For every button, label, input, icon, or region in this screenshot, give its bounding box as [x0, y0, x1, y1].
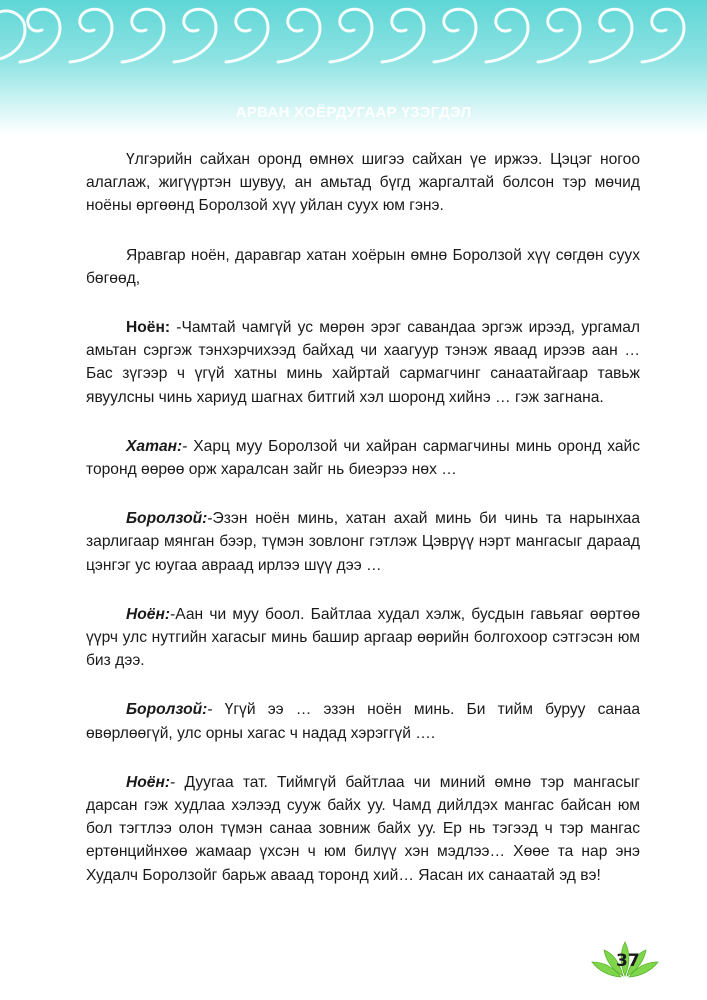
speaker-label: Боролзой:: [126, 510, 208, 528]
wave-ornament: [0, 0, 707, 70]
paragraph: [86, 435, 640, 481]
paragraph: [86, 771, 640, 887]
paragraph: [86, 507, 640, 577]
paragraph-text: Яравгар ноён, даравгар хатан хоёрын өмнө Боролзой хүү сөгдөн суух бөгөөд,: [86, 246, 640, 287]
paragraph-text: Үлгэрийн сайхан оронд өмнөх шигээ сайхан үе иржээ. Цэцэг ногоо алаглаж, жигүүртэн шувуу, ан амьтад бүгд жаргалтай болсон тэр мөчид ноёны өргөөнд Боролзой хүү уйлан суух юм гэнэ.: [86, 151, 640, 215]
speaker-label: Ноён:: [126, 773, 171, 791]
paragraph-text: -Аан чи муу боол. Байтлаа худал хэлж, бусдын гавьяаг өөртөө үүрч улс нутгийн хагасыг минь башир аргаар өөрийн болгохоор сэтгэсэн юм биз дээ.: [86, 605, 640, 670]
speaker-label: Ноён:: [126, 605, 171, 623]
paragraph-text: - Үгүй ээ … эзэн ноён минь. Би тийм буруу санаа өвөрлөөгүй, улс орны хагас ч надад хэрэггүй ….: [86, 701, 640, 742]
page-number: 37: [616, 951, 640, 971]
paragraph-text: - Харц муу Боролзой чи хайран сармагчины минь оронд хайс торонд өөрөө орж харалсан зайг нь биеэрээ нөх …: [86, 437, 640, 479]
paragraph: [86, 148, 640, 218]
speaker-label: Хатан:: [126, 437, 183, 455]
speaker-label: Боролзой:: [126, 701, 208, 719]
paragraph: [86, 244, 640, 290]
paragraph: [86, 603, 640, 673]
paragraph-text: - Дуугаа тат. Тиймгүй байтлаа чи миний өмнө тэр мангасыг дарсан гэж худлаа хэлээд сууж байх уу. Чамд дийлдэх мангас байсан юм бол тэгтлээ олон түмэн санаа зовниж байх уу. Ер нь тэгээд ч тэр мангас ертөнцийнхөө жамаар үхсэн ч юм билүү хэн мэдлээ… Хөөе та нар энэ Худалч Боролзойг барьж аваад торонд хий… Яасан их санаатай эд вэ!: [86, 773, 640, 884]
paragraph-text: -Чамтай чамгүй ус мөрөн эрэг савандаа эргэж ирээд, ургамал амьтан сэргэж тэнхэрчихээд байхад чи хаагуур тэнэж яваад ирээв аан … Бас зүгээр ч үгүй хатны минь хайртай сармагчинг санаатайгаар тавьж явуулсны чинь хариуд шагнах битгий хэл шоронд хийнэ … гэж загнана.: [86, 319, 640, 406]
dialogue-body: [86, 148, 640, 913]
chapter-title: АРВАН ХОЁРДУГААР ҮЗЭГДЭЛ: [235, 104, 472, 121]
paragraph: [86, 316, 640, 409]
page-number-badge: [590, 940, 660, 980]
speaker-label: Ноён:: [126, 319, 171, 337]
paragraph-text: -Эзэн ноён минь, хатан ахай минь би чинь та нарынхаа зарлигаар мянган бээр, түмэн зовлонг гэтлэж Цэврүү нэрт мангасыг дараад цэнгэг ус юугаа авраад ирлээ шүү дээ …: [86, 510, 640, 574]
paragraph: [86, 698, 640, 744]
